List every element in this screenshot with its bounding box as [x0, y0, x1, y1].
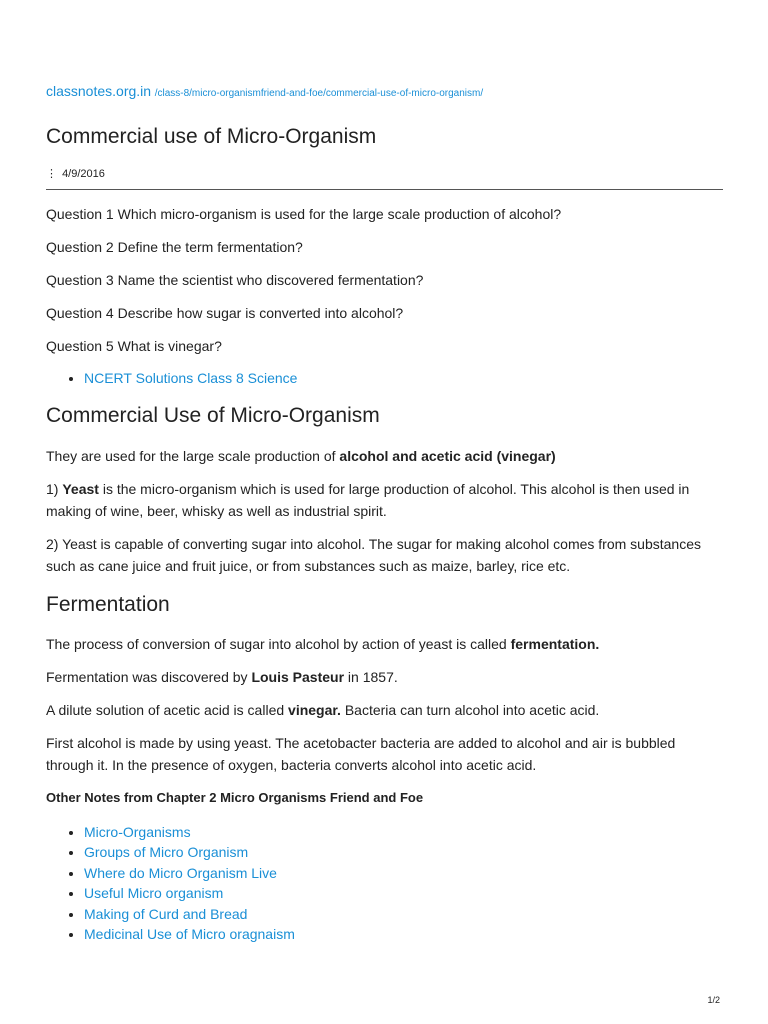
- fermentation-paragraph-2: [46, 666, 723, 688]
- title-divider: [46, 189, 723, 190]
- list-item: [84, 924, 723, 945]
- other-notes-heading: Other Notes from Chapter 2 Micro Organisms Friend and Foe: [46, 789, 424, 805]
- fermentation-paragraph-3: [46, 699, 723, 721]
- list-item: [84, 842, 723, 863]
- document-page: [46, 82, 723, 945]
- list-item: [84, 368, 723, 389]
- list-item: [84, 904, 723, 925]
- article-meta: [46, 167, 723, 181]
- section1-intro: [46, 445, 723, 467]
- ncert-link-list: [46, 368, 723, 389]
- f2-rest: in 1857.: [344, 668, 398, 685]
- note-link-micro-organisms[interactable]: Micro-Organisms: [84, 823, 191, 840]
- p1-bold: Yeast: [62, 480, 99, 497]
- question-3: Question 3 Name the scientist who discovered fermentation?: [46, 272, 424, 288]
- f3-rest: Bacteria can turn alcohol into acetic acid.: [340, 701, 600, 718]
- section1-paragraph-2: 2) Yeast is capable of converting sugar into alcohol. The sugar for making alcohol comes from substances such as cane juice and fruit juice, or from substances such as maize, barley, rice etc.: [46, 535, 701, 574]
- question-list: [46, 203, 723, 357]
- note-link-medicinal[interactable]: Medicinal Use of Micro oragnaism: [84, 926, 295, 942]
- page-number: 1/2: [707, 995, 720, 1005]
- note-link-groups[interactable]: Groups of Micro Organism: [84, 844, 249, 860]
- note-link-where-live[interactable]: Where do Micro Organism Live: [84, 864, 277, 881]
- list-item: [84, 883, 723, 904]
- f3-bold: vinegar.: [288, 701, 341, 718]
- url-domain-link[interactable]: classnotes.org.in: [46, 83, 152, 99]
- page-title: Commercial use of Micro-Organism: [46, 125, 377, 148]
- ncert-solutions-link[interactable]: NCERT Solutions Class 8 Science: [84, 370, 298, 386]
- list-item: [84, 863, 723, 884]
- note-link-useful[interactable]: Useful Micro organism: [84, 885, 224, 901]
- source-url[interactable]: [46, 82, 723, 103]
- fermentation-paragraph-4: First alcohol is made by using yeast. The acetobacter bacteria are added to alcohol and air is bubbled through it. In the presence of oxygen, bacteria converts alcohol into acetic acid.: [46, 734, 676, 773]
- question-4: Question 4 Describe how sugar is converted into alcohol?: [46, 305, 404, 321]
- url-path-link[interactable]: /class-8/micro-organismfriend-and-foe/commercial-use-of-micro-organism/: [154, 88, 484, 99]
- list-item: [84, 822, 723, 843]
- intro-bold: alcohol and acetic acid (vinegar): [339, 447, 556, 464]
- section-heading-fermentation: Fermentation: [46, 592, 170, 616]
- p1-rest: is the micro-organism which is used for large production of alcohol. This alcohol is then used in making of wine, beer, whisky as well as industrial spirit.: [46, 480, 690, 519]
- f1-text: The process of conversion of sugar into alcohol by action of yeast is called: [46, 635, 511, 652]
- note-link-curd-bread[interactable]: Making of Curd and Bread: [84, 905, 248, 922]
- f2-text: Fermentation was discovered by: [46, 668, 252, 685]
- section-heading-commercial-use: Commercial Use of Micro-Organism: [46, 403, 380, 427]
- f3-text: A dilute solution of acetic acid is called: [46, 701, 289, 718]
- intro-text: They are used for the large scale production of: [46, 447, 340, 464]
- f2-bold: Louis Pasteur: [251, 668, 345, 685]
- question-2: Question 2 Define the term fermentation?: [46, 239, 303, 255]
- publish-date: 4/9/2016: [62, 168, 105, 180]
- section1-paragraph-1: [46, 478, 723, 522]
- question-1: Question 1 Which micro-organism is used for the large scale production of alcohol?: [46, 206, 562, 222]
- question-5: Question 5 What is vinegar?: [46, 338, 222, 354]
- other-notes-list: [46, 822, 723, 945]
- fermentation-paragraph-1: [46, 633, 723, 655]
- p1-prefix: 1): [46, 480, 63, 497]
- more-icon: ⋮: [46, 168, 57, 180]
- f1-bold: fermentation.: [510, 635, 600, 652]
